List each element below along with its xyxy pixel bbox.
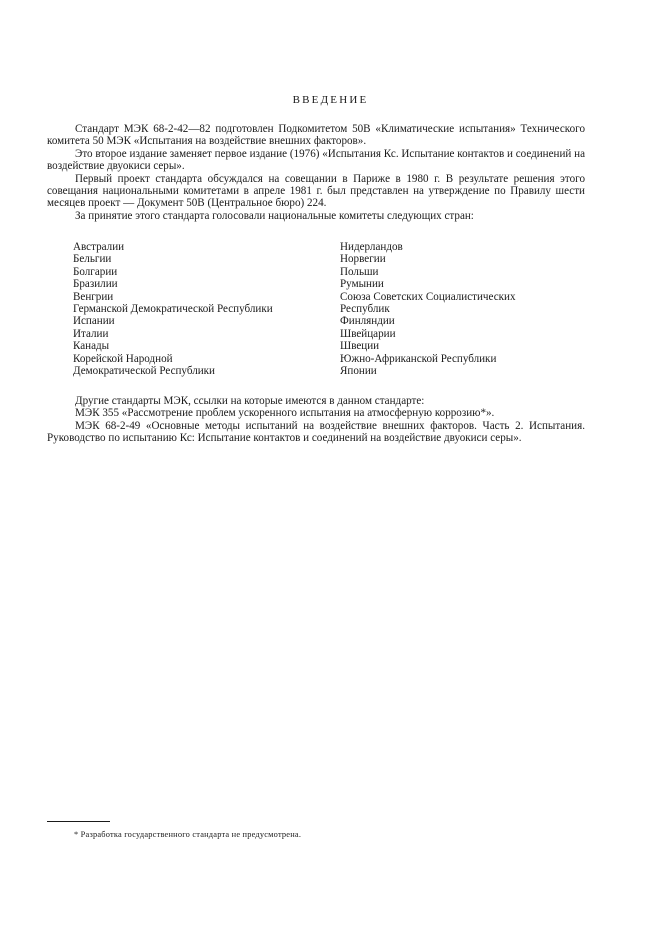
reference-paragraph: Другие стандарты МЭК, ссылки на которые имеются в данном стандарте: bbox=[75, 395, 425, 407]
country-item: Австралии bbox=[73, 241, 125, 253]
country-item: Швеции bbox=[340, 340, 380, 353]
country-item: Италии bbox=[73, 327, 109, 340]
references-text bbox=[47, 395, 585, 445]
footnote: * Разработка государственного стандарта не предусмотрена. bbox=[74, 830, 302, 839]
reference-paragraph: МЭК 355 «Рассмотрение проблем ускоренного испытания на атмосферную коррозию*». bbox=[75, 407, 495, 420]
country-item: Республик bbox=[340, 303, 390, 316]
country-item: Румынии bbox=[340, 278, 384, 291]
footnote-divider bbox=[47, 821, 110, 822]
country-item: Демократической Республики bbox=[73, 365, 215, 378]
country-item: Бразилии bbox=[73, 278, 118, 291]
country-item: Нидерландов bbox=[340, 241, 403, 253]
country-item: Южно-Африканской Республики bbox=[340, 352, 497, 365]
country-item: Канады bbox=[73, 340, 110, 353]
introduction-text bbox=[47, 123, 585, 222]
page-title: ВВЕДЕНИЕ bbox=[292, 94, 369, 106]
country-item: Корейской Народной bbox=[73, 352, 173, 365]
country-item: Польши bbox=[340, 265, 379, 278]
reference-paragraph: МЭК 68-2-49 «Основные методы испытаний на воздействие внешних факторов. Часть 2. Испытания. Руководство по испытанию Кс: Испытание контактов и соединений на воздействие двуокиси серы». bbox=[47, 419, 585, 445]
country-item: Норвегии bbox=[340, 253, 386, 266]
country-item: Финляндии bbox=[340, 315, 395, 328]
country-item: Венгрии bbox=[73, 290, 114, 303]
countries-list-right bbox=[340, 241, 516, 377]
paragraph: За принятие этого стандарта голосовали национальные комитеты следующих стран: bbox=[75, 209, 474, 222]
country-item: Союза Советских Социалистических bbox=[340, 290, 516, 303]
country-item: Бельгии bbox=[73, 253, 112, 266]
country-item: Испании bbox=[73, 315, 115, 328]
country-item: Германской Демократической Республики bbox=[73, 303, 273, 316]
paragraph: Это второе издание заменяет первое издание (1976) «Испытания Кс. Испытание контактов и соединений на воздействие двуокиси серы». bbox=[47, 147, 585, 173]
countries-list-left bbox=[73, 241, 273, 377]
country-item: Болгарии bbox=[73, 265, 118, 278]
paragraph: Первый проект стандарта обсуждался на совещании в Париже в 1980 г. В результате решения этого совещания национальными комитетами в апреле 1981 г. был представлен на утверждение по Правилу шести месяцев проект — Документ 50В (Центральное бюро) 224. bbox=[47, 172, 585, 210]
country-item: Японии bbox=[340, 365, 377, 378]
paragraph: Стандарт МЭК 68-2-42—82 подготовлен Подкомитетом 50В «Климатические испытания» Технического комитета 50 МЭК «Испытания на воздействие внешних факторов». bbox=[47, 123, 585, 148]
country-item: Швейцарии bbox=[340, 327, 396, 340]
